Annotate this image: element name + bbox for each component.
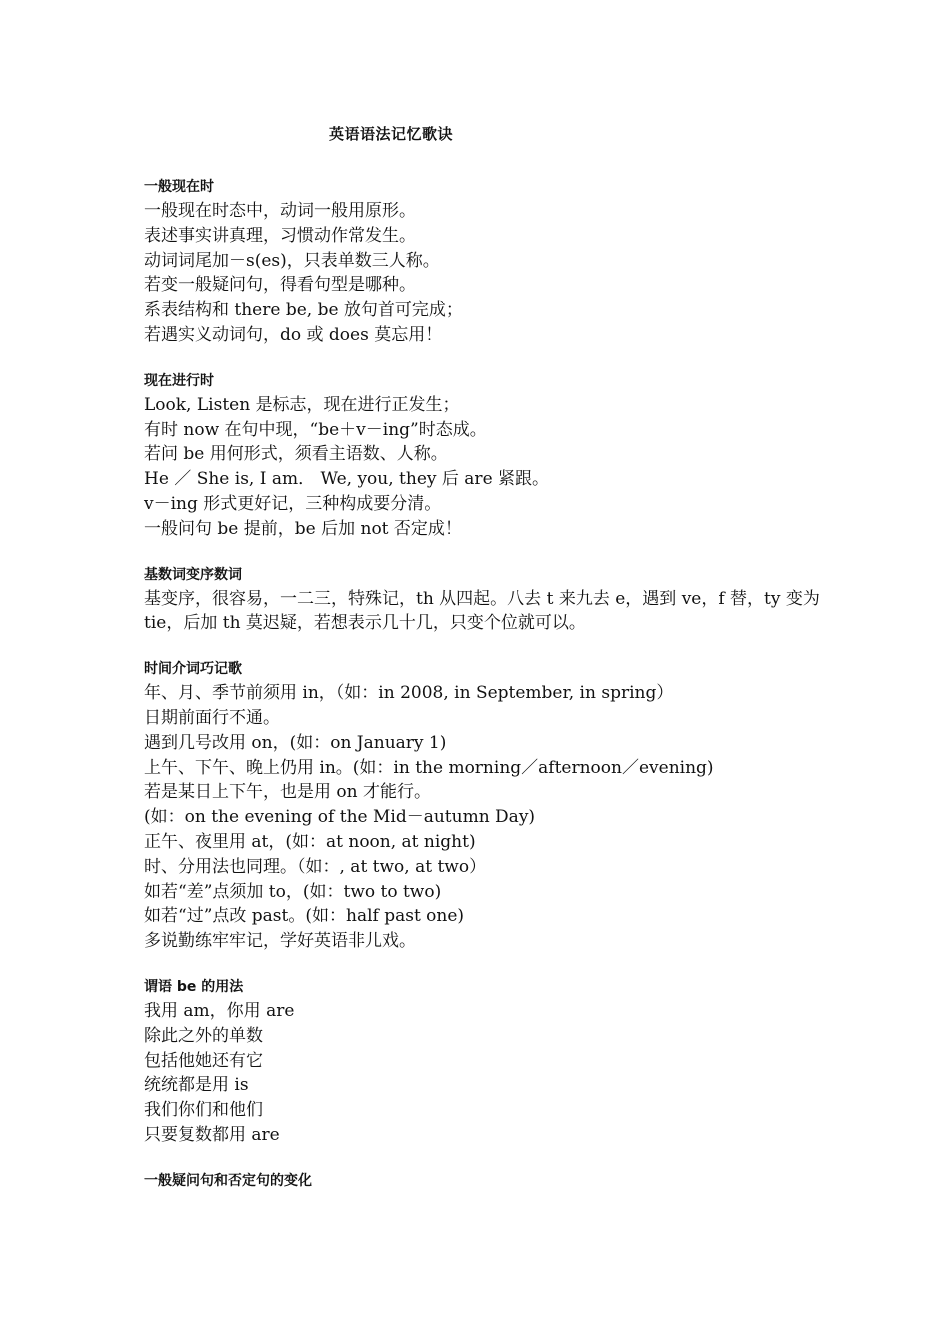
verse-line: 统统都是用 is	[144, 1075, 249, 1096]
section-ordinal-numbers	[144, 564, 824, 637]
verse-line: 表述事实讲真理，习惯动作常发生。	[144, 225, 416, 246]
verse-line: 若变一般疑问句，得看句型是哪种。	[144, 275, 416, 296]
verse-line: 多说勤练牢牢记，学好英语非儿戏。	[144, 931, 416, 952]
verse-paragraph: 基变序，很容易，一二三，特殊记，th 从四起。八去 t 来九去 e，遇到 ve，f 替，ty 变为 tie，后加 th 莫迟疑，若想表示几十几，只变个位就可以。	[144, 588, 820, 634]
section-heading: 基数词变序数词	[144, 566, 242, 583]
verse-line: 若是某日上下午，也是用 on 才能行。	[144, 782, 431, 803]
verse-line: Look, Listen 是标志，现在进行正发生；	[144, 394, 460, 415]
verse-line: 如若“过”点改 past。(如：half past one)	[144, 906, 465, 927]
verse-line: (如：on the evening of the Mid－autumn Day)	[144, 807, 536, 828]
verse-line: 我们你们和他们	[144, 1100, 263, 1121]
verse-line: 只要复数都用 are	[144, 1124, 280, 1145]
verse-line: 如若“差”点须加 to，(如：two to two)	[144, 881, 442, 902]
verse-line: 除此之外的单数	[144, 1025, 263, 1046]
section-heading: 谓语 be 的用法	[144, 978, 244, 995]
verse-line: 若问 be 用何形式，须看主语数、人称。	[144, 444, 448, 465]
verse-line: 上午、下午、晚上仍用 in。(如：in the morning／afternoon／evening)	[144, 757, 714, 778]
verse-line: 日期前面行不通。	[144, 707, 280, 728]
verse-line: 有时 now 在句中现，“be＋v－ing”时态成。	[144, 419, 487, 440]
verse-line: 若遇实义动词句，do 或 does 莫忘用！	[144, 324, 443, 345]
section-time-prepositions	[144, 658, 824, 954]
verse-line: 一般现在时态中，动词一般用原形。	[144, 201, 416, 221]
verse-line: 遇到几号改用 on，(如：on January 1)	[144, 732, 447, 753]
section-be-usage	[144, 976, 824, 1148]
verse-line: 我用 am，你用 are	[144, 1000, 295, 1021]
section-heading: 一般疑问句和否定句的变化	[144, 1172, 312, 1189]
document-title: 英语语法记忆歌诀	[328, 125, 453, 143]
verse-line: 一般问句 be 提前，be 后加 not 否定成！	[144, 518, 462, 539]
section-questions-negatives	[144, 1170, 824, 1192]
section-present-continuous	[144, 370, 824, 542]
verse-line: 包括他她还有它	[144, 1050, 263, 1071]
verse-line: 正午、夜里用 at，(如：at noon, at night)	[144, 831, 476, 852]
verse-line: v－ing 形式更好记，三种构成要分清。	[144, 493, 442, 514]
verse-line: 时、分用法也同理。（如：, at two, at two）	[144, 856, 487, 877]
verse-line: He ／ She is, I am． We, you, they 后 are 紧跟。	[144, 469, 550, 490]
section-heading: 一般现在时	[144, 179, 214, 195]
section-heading: 现在进行时	[144, 372, 214, 389]
verse-line: 年、月、季节前须用 in，（如：in 2008, in September, in spring）	[144, 683, 674, 704]
verse-line: 系表结构和 there be, be 放句首可完成；	[144, 300, 463, 321]
document-body	[144, 176, 824, 1214]
verse-line: 动词词尾加－s(es)，只表单数三人称。	[144, 250, 440, 271]
section-heading: 时间介词巧记歌	[144, 661, 242, 678]
section-simple-present	[144, 176, 824, 348]
